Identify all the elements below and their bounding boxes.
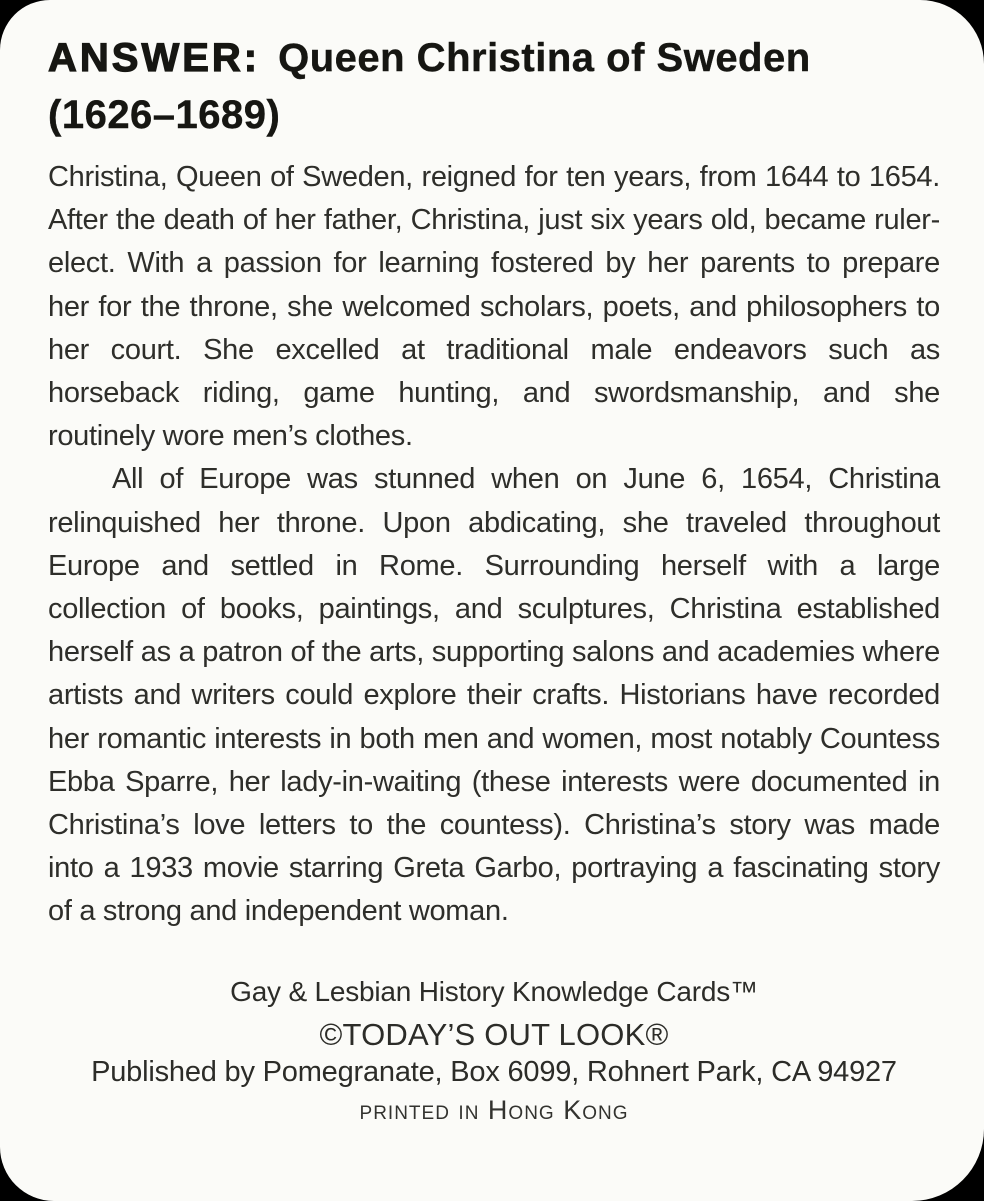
series-title: Gay & Lesbian History Knowledge Cards™ <box>230 975 758 1007</box>
printed-in-line: printed in Hong Kong <box>359 1094 629 1125</box>
card-title <box>48 30 940 144</box>
paragraph-1: Christina, Queen of Sweden, reigned for ten years, from 1644 to 1654. After the death of her father, Christina, just six years old, became ruler-elect. With a passion for learning fostered by her parents to prepare her for the throne, she welcomed scholars, poets, and philosophers to her court. She excelled at traditional male endeavors such as horseback riding, game hunting, and swordsmanship, and she routinely wore men’s clothes. <box>48 161 940 453</box>
copyright-line: ©TODAY’S OUT LOOK® <box>319 1016 669 1052</box>
card-body <box>48 156 940 934</box>
publisher-line: Published by Pomegranate, Box 6099, Rohnert Park, CA 94927 <box>91 1055 897 1088</box>
card-footer <box>48 976 940 1126</box>
answer-label: ANSWER: <box>48 36 261 80</box>
paragraph-2: All of Europe was stunned when on June 6, 1654, Christina relinquished her throne. Upon abdicating, she traveled throughout Europe and settled in Rome. Surrounding herself with a large collection of books, paintings, and sculptures, Christina established herself as a patron of the arts, supporting salons and academies where artists and writers could explore their crafts. Historians have recorded her romantic interests in both men and women, most notably Countess Ebba Sparre, her lady-in-waiting (these interests were documented in Christina’s love letters to the countess). Christina’s story was made into a 1933 movie starring Greta Garbo, portraying a fascinating story of a strong and independent woman. <box>48 463 940 928</box>
title-text: Queen Christina of Sweden (1626–1689) <box>48 36 811 137</box>
